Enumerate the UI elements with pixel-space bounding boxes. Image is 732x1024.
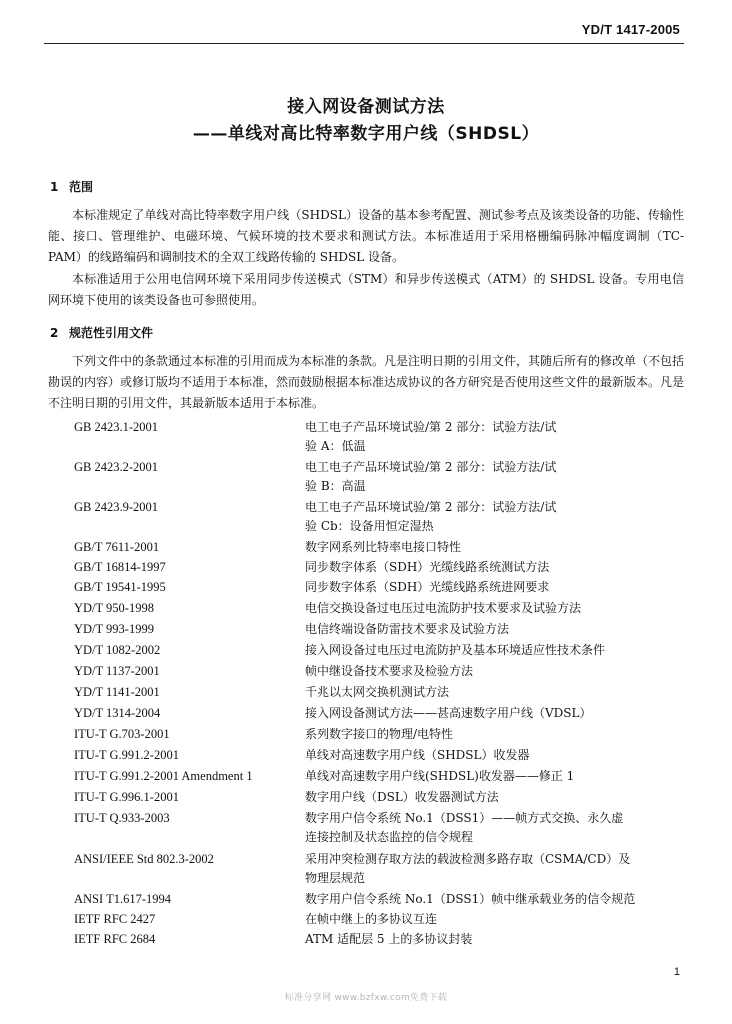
watermark: 标准分享网 www.bzfxw.com免费下载 bbox=[284, 993, 448, 1003]
reference-title-line: 数字用户线（DSL）收发器测试方法 bbox=[305, 790, 499, 804]
reference-title-line: 同步数字体系（SDH）光缆线路系统测试方法 bbox=[305, 560, 550, 574]
section-2-paragraph-1: 下列文件中的条款通过本标准的引用而成为本标准的条款。凡是注明日期的引用文件，其随后所有的修改单（不包括勘误的内容）或修订版均不适用于本标准，然而鼓励根据本标准达成协议的各方研究是否使用这些文件的最新版本。凡是不注明日期的引用文件，其最新版本适用于本标准。 bbox=[48, 354, 685, 410]
reference-title-line: 物理层规范 bbox=[305, 871, 366, 885]
section-1-paragraph-2: 本标准适用于公用电信网环境下采用同步传送模式（STM）和异步传送模式（ATM）的 SHDSL 设备。专用电信网环境下使用的该类设备也可参照使用。 bbox=[48, 272, 684, 307]
section-1-heading bbox=[50, 178, 93, 195]
reference-title bbox=[305, 725, 683, 744]
reference-title bbox=[305, 788, 683, 807]
reference-title-line: 电信终端设备防雷技术要求及试验方法 bbox=[305, 622, 510, 636]
reference-code: GB/T 19541-1995 bbox=[74, 580, 166, 594]
reference-title-line: 在帧中继上的多协议互连 bbox=[305, 912, 438, 926]
reference-title bbox=[305, 599, 683, 618]
reference-code: ITU-T G.991.2-2001 Amendment 1 bbox=[74, 769, 253, 783]
reference-title bbox=[305, 767, 683, 786]
reference-title bbox=[305, 458, 683, 496]
reference-title-line: 电工电子产品环境试验/第 2 部分：试验方法/试 bbox=[305, 460, 557, 474]
reference-title-line: 采用冲突检测存取方法的载波检测多路存取（CSMA/CD）及 bbox=[305, 852, 631, 866]
reference-title-line: 接入网设备过电压过电流防护及基本环境适应性技术条件 bbox=[305, 643, 606, 657]
reference-code: ANSI T1.617-1994 bbox=[74, 892, 171, 906]
reference-title-line: 数字用户信令系统 No.1（DSS1）——帧方式交换、永久虚 bbox=[305, 811, 624, 825]
section-1-number: 1 bbox=[50, 180, 59, 194]
section-2-heading bbox=[50, 324, 153, 341]
reference-title bbox=[305, 558, 683, 577]
header-rule bbox=[44, 43, 684, 44]
reference-code: GB 2423.1-2001 bbox=[74, 420, 159, 434]
reference-code: YD/T 1314-2004 bbox=[74, 706, 161, 720]
reference-code: ITU-T G.703-2001 bbox=[74, 727, 170, 741]
reference-title-line: 数字用户信令系统 No.1（DSS1）帧中继承载业务的信令规范 bbox=[305, 892, 636, 906]
reference-title bbox=[305, 930, 683, 949]
reference-title bbox=[305, 538, 683, 557]
reference-code: GB/T 16814-1997 bbox=[74, 560, 166, 574]
section-1-paragraph-1: 本标准规定了单线对高比特率数字用户线（SHDSL）设备的基本参考配置、测试参考点及该类设备的功能、传输性能、接口、管理维护、电磁环境、气候环境的技术要求和测试方法。本标准适用于采用格栅编码脉冲幅度调制（TC-PAM）的线路编码和调制技术的全双工线路传输的 SHDSL 设备。 bbox=[48, 208, 684, 264]
section-1-title: 范围 bbox=[69, 180, 94, 194]
document-title-line-2: ——单线对高比特率数字用户线（SHDSL） bbox=[192, 124, 540, 144]
standard-code: YD/T 1417-2005 bbox=[581, 22, 680, 37]
reference-title-line: 单线对高速数字用户线(SHDSL)收发器——修正 1 bbox=[305, 769, 575, 783]
reference-title-line: 系列数字接口的物理/电特性 bbox=[305, 727, 454, 741]
reference-title-line: 接入网设备测试方法——甚高速数字用户线（VDSL） bbox=[305, 706, 592, 720]
reference-code: YD/T 1141-2001 bbox=[74, 685, 160, 699]
reference-title bbox=[305, 809, 683, 847]
reference-title-line: 帧中继设备技术要求及检验方法 bbox=[305, 664, 474, 678]
reference-code: GB/T 7611-2001 bbox=[74, 540, 160, 554]
reference-title-line: 验 A：低温 bbox=[305, 439, 366, 453]
reference-title bbox=[305, 704, 683, 723]
reference-title-line: ATM 适配层 5 上的多协议封装 bbox=[305, 932, 473, 946]
reference-code: ANSI/IEEE Std 802.3-2002 bbox=[74, 852, 214, 866]
reference-title bbox=[305, 683, 683, 702]
reference-title bbox=[305, 890, 683, 909]
section-2-title: 规范性引用文件 bbox=[69, 326, 154, 340]
reference-title bbox=[305, 578, 683, 597]
reference-title bbox=[305, 620, 683, 639]
document-title-line-1: 接入网设备测试方法 bbox=[287, 97, 445, 117]
reference-code: GB 2423.2-2001 bbox=[74, 460, 159, 474]
reference-title-line: 验 Cb：设备用恒定湿热 bbox=[305, 519, 434, 533]
reference-title bbox=[305, 850, 683, 888]
reference-title-line: 电工电子产品环境试验/第 2 部分：试验方法/试 bbox=[305, 420, 557, 434]
reference-title-line: 电信交换设备过电压过电流防护技术要求及试验方法 bbox=[305, 601, 582, 615]
reference-code: YD/T 1082-2002 bbox=[74, 643, 161, 657]
reference-code: GB 2423.9-2001 bbox=[74, 500, 159, 514]
reference-code: YD/T 950-1998 bbox=[74, 601, 154, 615]
reference-code: IETF RFC 2427 bbox=[74, 912, 156, 926]
reference-code: IETF RFC 2684 bbox=[74, 932, 156, 946]
reference-title bbox=[305, 662, 683, 681]
reference-title-line: 连接控制及状态监控的信令规程 bbox=[305, 830, 474, 844]
reference-title-line: 同步数字体系（SDH）光缆线路系统进网要求 bbox=[305, 580, 550, 594]
reference-title bbox=[305, 910, 683, 929]
reference-title bbox=[305, 418, 683, 456]
page-number: 1 bbox=[673, 966, 680, 978]
reference-title bbox=[305, 641, 683, 660]
reference-code: ITU-T Q.933-2003 bbox=[74, 811, 170, 825]
reference-code: ITU-T G.996.1-2001 bbox=[74, 790, 179, 804]
reference-title-line: 数字网系列比特率电接口特性 bbox=[305, 540, 462, 554]
reference-title bbox=[305, 498, 683, 536]
reference-title-line: 电工电子产品环境试验/第 2 部分：试验方法/试 bbox=[305, 500, 557, 514]
reference-code: ITU-T G.991.2-2001 bbox=[74, 748, 179, 762]
reference-code: YD/T 1137-2001 bbox=[74, 664, 160, 678]
reference-code: YD/T 993-1999 bbox=[74, 622, 154, 636]
section-2-number: 2 bbox=[50, 326, 59, 340]
reference-title-line: 单线对高速数字用户线（SHDSL）收发器 bbox=[305, 748, 530, 762]
reference-title-line: 验 B：高温 bbox=[305, 479, 366, 493]
reference-title bbox=[305, 746, 683, 765]
reference-title-line: 千兆以太网交换机测试方法 bbox=[305, 685, 450, 699]
